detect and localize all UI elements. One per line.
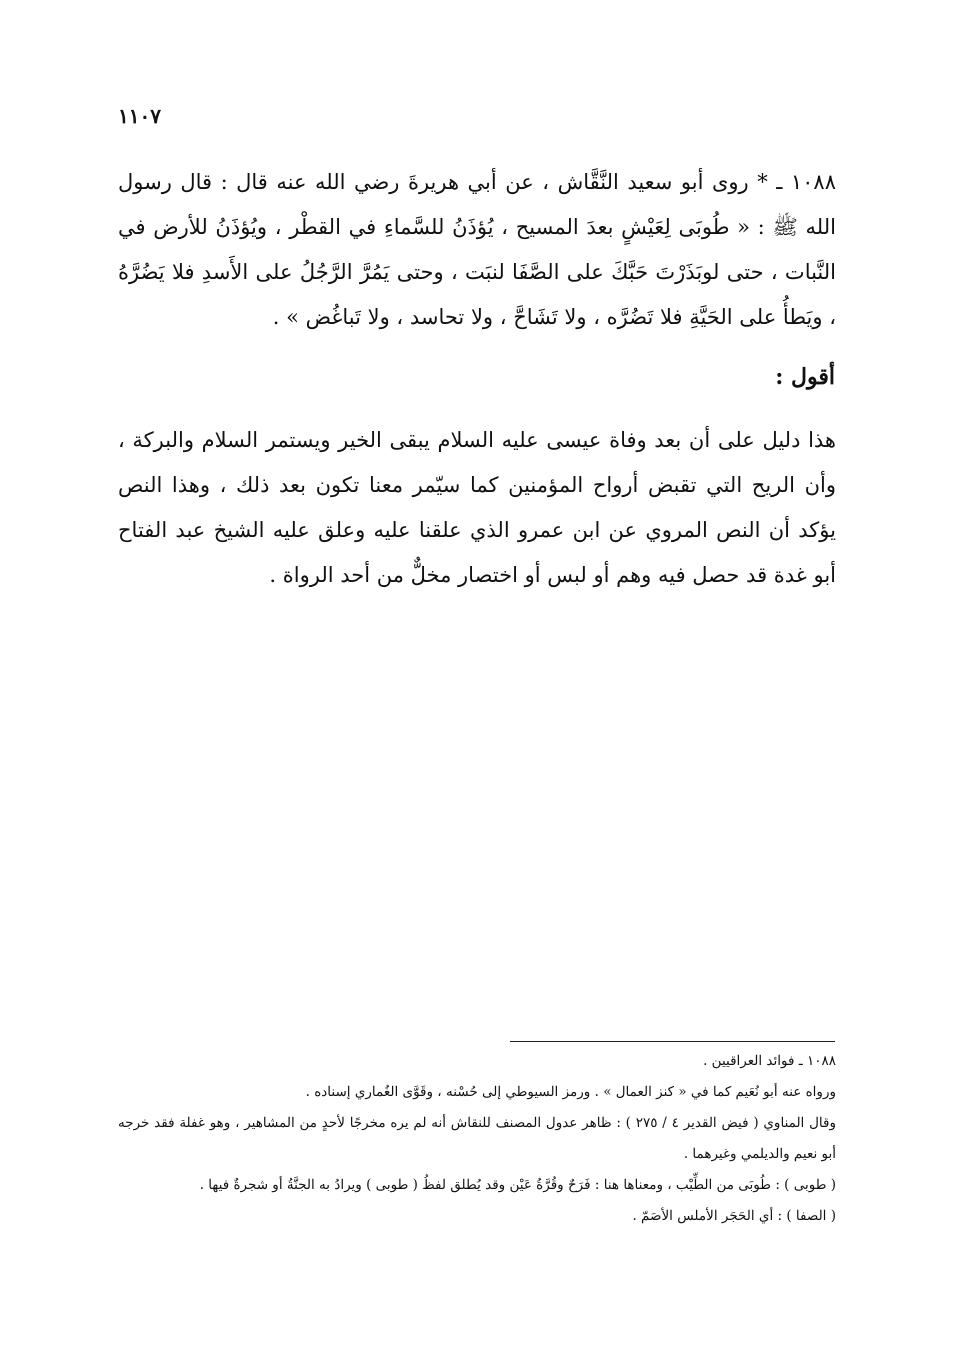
footnote-narration: ورواه عنه أبو نُعَيم كما في « كنز العمال » . ورمز السيوطي إلى حُسْنه ، وقَوَّى الغُماري إسناده . xyxy=(305,1084,836,1100)
hadith-block xyxy=(118,160,836,340)
commentary-text: هذا دليل على أن بعد وفاة عيسى عليه السلام يبقى الخير ويستمر السلام والبركة ، وأن الريح التي تقبض أرواح المؤمنين كما سيّمر معنا تكون بعد ذلك ، وهذا النص يؤكد أن النص المروي عن ابن عمرو الذي علقنا عليه وعلق عليه الشيخ عبد الفتاح أبو غدة قد حصل فيه وهم أو لبس أو اختصار مخلٌّ من أحد الرواة . xyxy=(118,428,836,587)
commentary-block xyxy=(118,418,836,598)
footnotes xyxy=(118,1046,836,1232)
footnote-tuba: ( طوبى ) : طُوبَى من الطِّيْب ، ومعناها هنا : فَرَحٌ وقُرَّةُ عَيْن وقد يُطلق لفظُ ( طوبى ) ويرادُ به الجنَّةُ أو شجرةٌ فيها . xyxy=(199,1177,836,1193)
page-number: ١١٠٧ xyxy=(118,104,161,128)
footnote-safa: ( الصفا ) : أي الحَجَر الأملس الأصَمّ . xyxy=(632,1208,836,1224)
commentary-heading: أقول : xyxy=(775,364,835,390)
hadith-text: ١٠٨٨ ـ * روى أبو سعيد النَّقَّاش ، عن أبي هريرةَ رضي الله عنه قال : قال رسول الله ﷺ : « طُوبَى لِعَيْشٍ بعدَ المسيح ، يُؤذَنُ للسَّماءِ في القطْر ، ويُؤذَنُ للأرض في النَّبات ، حتى لوبَذَرْتَ حَبَّكَ على الصَّفَا لنبَت ، وحتى يَمُرَّ الرَّجُلُ على الأَسدِ فلا يَضُرَّهُ ، ويَطأُ على الحَيَّةِ فلا تَضُرَّه ، ولا تَشَاحَّ ، ولا تحاسد ، ولا تَباغُض » . xyxy=(118,170,836,329)
footnote-munawi: وقال المناوي ( فيض القدير ٤ / ٢٧٥ ) : ظاهر عدول المصنف للنقاش أنه لم يره مخرجًا لأحدٍ من المشاهير ، وهو غفلة فقد خرجه أبو نعيم والديلمي وغيرهما . xyxy=(118,1115,836,1162)
footnote-divider xyxy=(510,1041,835,1042)
footnote-source: ١٠٨٨ ـ فوائد العراقيين . xyxy=(703,1053,836,1069)
